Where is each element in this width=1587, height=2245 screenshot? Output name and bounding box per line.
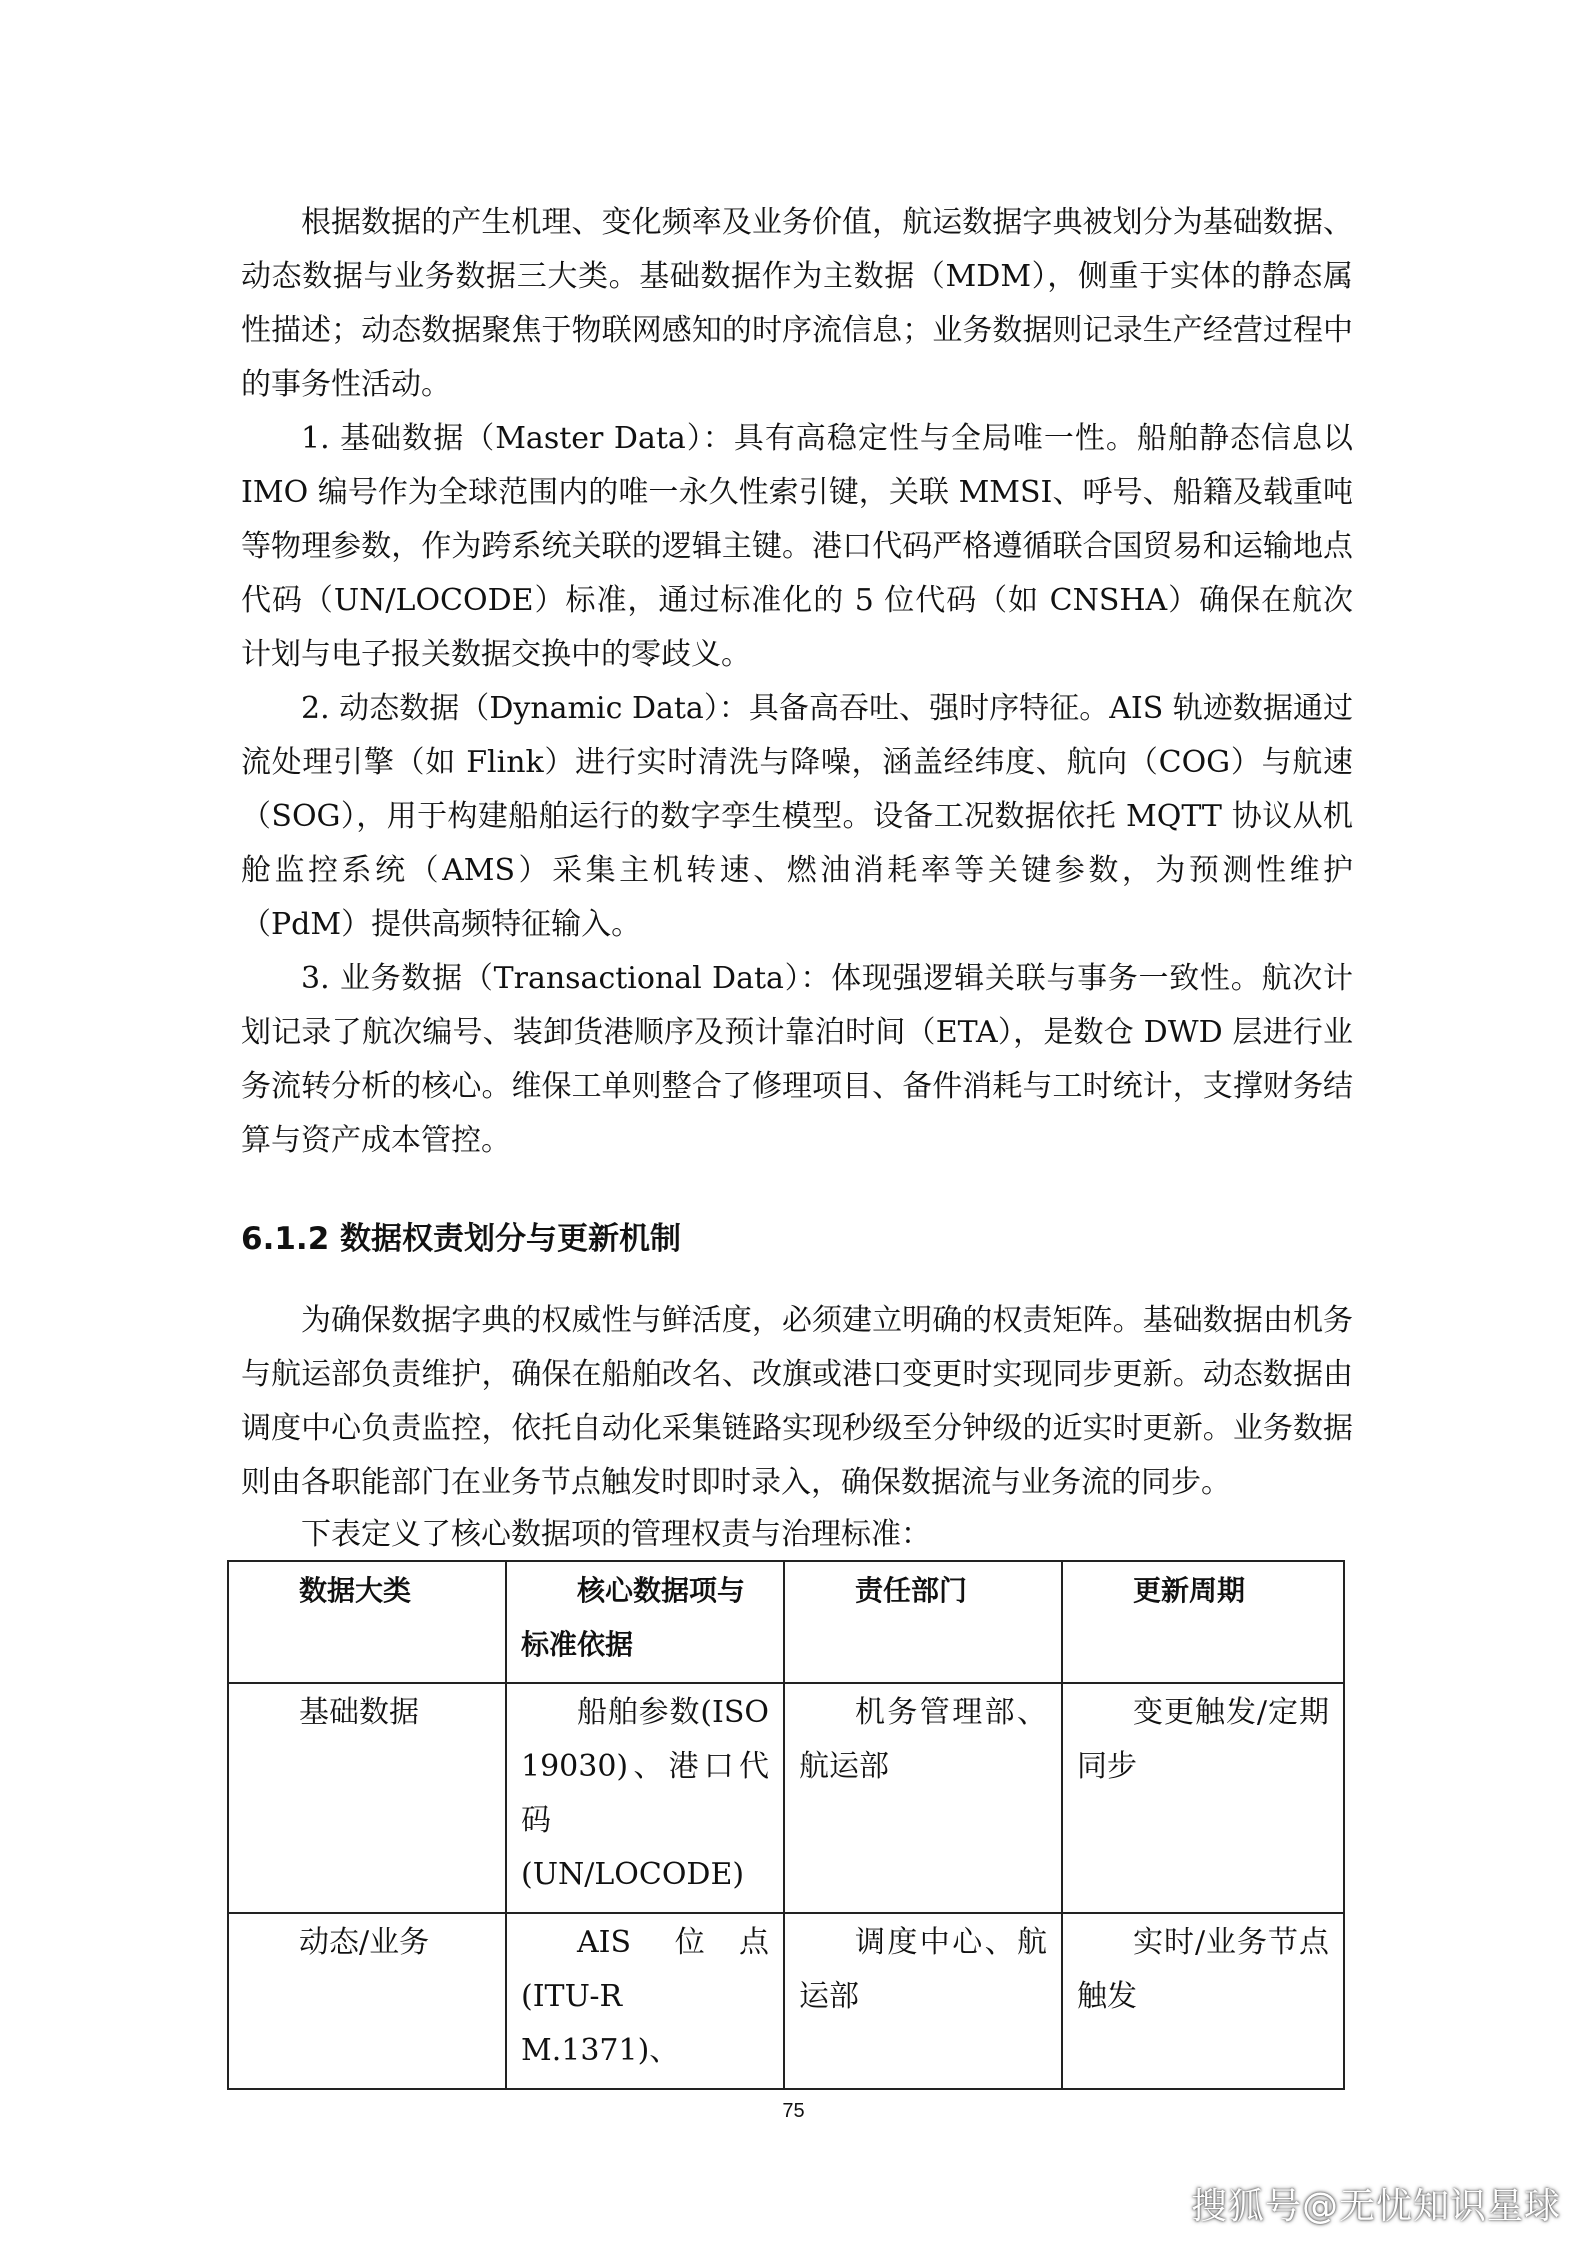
page-number: 75 [782,2100,805,2122]
paragraph-responsibility: 为确保数据字典的权威性与鲜活度，必须建立明确的权责矩阵。基础数据由机务与航运部负责维护，确保在船舶改名、改旗或港口变更时实现同步更新。动态数据由调度中心负责监控，依托自动化采集链路实现秒级至分钟级的近实时更新。业务数据则由各职能部门在业务节点触发时即时录入，确保数据流与业务流的同步。 [241,1303,1353,1500]
cell-core-items: AIS 位点(ITU-R M.1371)、 [506,1913,784,2089]
header-core-items: 核心数据项与标准依据 [506,1561,784,1683]
paragraph-classification: 根据数据的产生机理、变化频率及业务价值，航运数据字典被划分为基础数据、动态数据与业务数据三大类。基础数据作为主数据（MDM），侧重于实体的静态属性描述；动态数据聚焦于物联网感知的时序流信息；业务数据则记录生产经营过程中的事务性活动。 [241,205,1353,402]
section-heading: 6.1.2 数据权责划分与更新机制 [241,1221,682,1257]
document-body [241,196,1353,2090]
table-intro: 下表定义了核心数据项的管理权责与治理标准： [301,1517,931,1552]
data-responsibility-table [227,1560,1345,2090]
header-category: 数据大类 [228,1561,506,1683]
watermark: 搜狐号@无忧知识星球 [1190,2186,1561,2227]
cell-department: 机务管理部、航运部 [784,1683,1062,1913]
cell-update-cycle: 变更触发/定期同步 [1062,1683,1344,1913]
cell-core-items: 船舶参数(ISO 19030)、港口代码(UN/LOCODE) [506,1683,784,1913]
cell-category: 基础数据 [228,1683,506,1913]
header-department: 责任部门 [784,1561,1062,1683]
table-row [228,1683,1344,1913]
header-update-cycle: 更新周期 [1062,1561,1344,1683]
paragraph-dynamic-data: 2. 动态数据（Dynamic Data）：具备高吞吐、强时序特征。AIS 轨迹数据通过流处理引擎（如 Flink）进行实时清洗与降噪，涵盖经纬度、航向（COG）与航速（SOG），用于构建船舶运行的数字孪生模型。设备工况数据依托 MQTT 协议从机舱监控系统（AMS）采集主机转速、燃油消耗率等关键参数，为预测性维护（PdM）提供高频特征输入。 [241,691,1353,942]
paragraph-transactional-data: 3. 业务数据（Transactional Data）：体现强逻辑关联与事务一致性。航次计划记录了航次编号、装卸货港顺序及预计靠泊时间（ETA），是数仓 DWD 层进行业务流转分析的核心。维保工单则整合了修理项目、备件消耗与工时统计，支撑财务结算与资产成本管控。 [241,961,1353,1158]
cell-department: 调度中心、航运部 [784,1913,1062,2089]
cell-category: 动态/业务 [228,1913,506,2089]
table-row [228,1913,1344,2089]
paragraph-master-data: 1. 基础数据（Master Data）：具有高稳定性与全局唯一性。船舶静态信息以 IMO 编号作为全球范围内的唯一永久性索引键，关联 MMSI、呼号、船籍及载重吨等物理参数，作为跨系统关联的逻辑主键。港口代码严格遵循联合国贸易和运输地点代码（UN/LOCODE）标准，通过标准化的 5 位代码（如 CNSHA）确保在航次计划与电子报关数据交换中的零歧义。 [241,421,1353,672]
cell-update-cycle: 实时/业务节点触发 [1062,1913,1344,2089]
table-header-row [228,1561,1344,1683]
